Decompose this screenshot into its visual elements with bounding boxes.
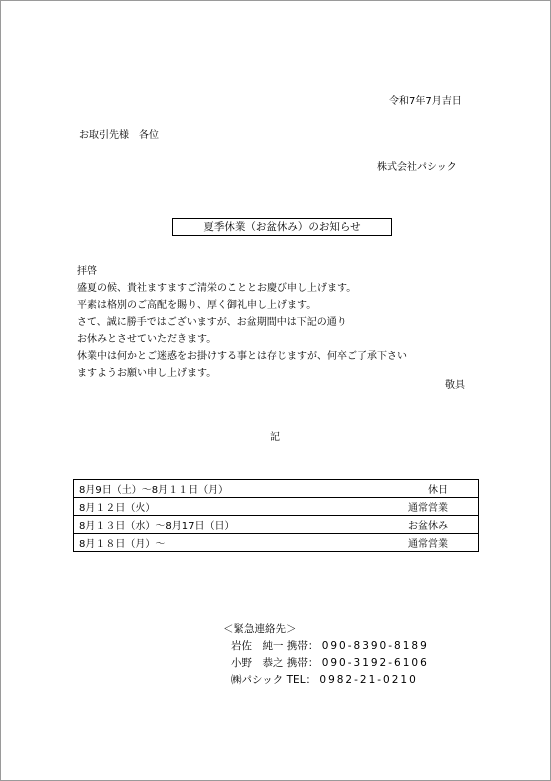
body-line: 平素は格別のご高配を賜り、厚く御礼申し上げます。 [77, 300, 317, 311]
contact-entry [231, 639, 429, 654]
issue-date: 令和7年7月吉日 [389, 96, 462, 107]
body-line: 休業中は何かとご迷惑をお掛けする事とは存じますが、何卒ご了承下さい [77, 351, 407, 362]
contact-label: 携帯： [286, 640, 319, 652]
schedule-status: お盆休み [352, 516, 479, 534]
letter-body [77, 263, 407, 382]
ki-heading: 記 [270, 432, 280, 443]
contact-name: ㈱パシック [231, 674, 284, 686]
table-row [74, 534, 479, 552]
schedule-status: 通常営業 [352, 534, 479, 552]
contact-entry [231, 673, 418, 688]
body-line: お休みとさせていただきます。 [77, 334, 217, 345]
contact-number: 0982-21-0210 [319, 674, 418, 686]
schedule-date: 8月9日（土）～8月１１日（月） [74, 480, 352, 498]
schedule-status: 通常営業 [352, 498, 479, 516]
contact-label: 携帯： [286, 657, 319, 669]
closing-keigu: 敬具 [445, 380, 465, 391]
schedule-date: 8月１３日（水）～8月17日（日） [74, 516, 352, 534]
schedule-date: 8月１２日（火） [74, 498, 352, 516]
table-row [74, 498, 479, 516]
contact-label: TEL： [286, 674, 317, 686]
body-line: 盛夏の候、貴社ますますご清栄のこととお慶び申し上げます。 [77, 283, 357, 294]
table-row [74, 480, 479, 498]
contact-name: 岩佐 純一 [231, 640, 284, 652]
schedule-date: 8月１８日（月）～ [74, 534, 352, 552]
schedule-table [73, 479, 479, 552]
emergency-contact-title: ＜緊急連絡先＞ [223, 623, 297, 635]
body-line: さて、誠に勝手ではございますが、お盆期間中は下記の通り [77, 317, 347, 328]
contact-number: 090-3192-6106 [321, 657, 429, 669]
body-line: 拝啓 [77, 266, 97, 277]
body-line: ますようお願い申し上げます。 [77, 368, 217, 379]
sender-company: 株式会社パシック [377, 162, 457, 173]
contact-number: 090-8390-8189 [321, 640, 429, 652]
table-row [74, 516, 479, 534]
contact-name: 小野 恭之 [231, 657, 284, 669]
contact-entry [231, 656, 429, 671]
recipient: お取引先様 各位 [79, 130, 159, 141]
notice-title: 夏季休業（お盆休み）のお知らせ [172, 218, 392, 236]
schedule-status: 休日 [352, 480, 479, 498]
